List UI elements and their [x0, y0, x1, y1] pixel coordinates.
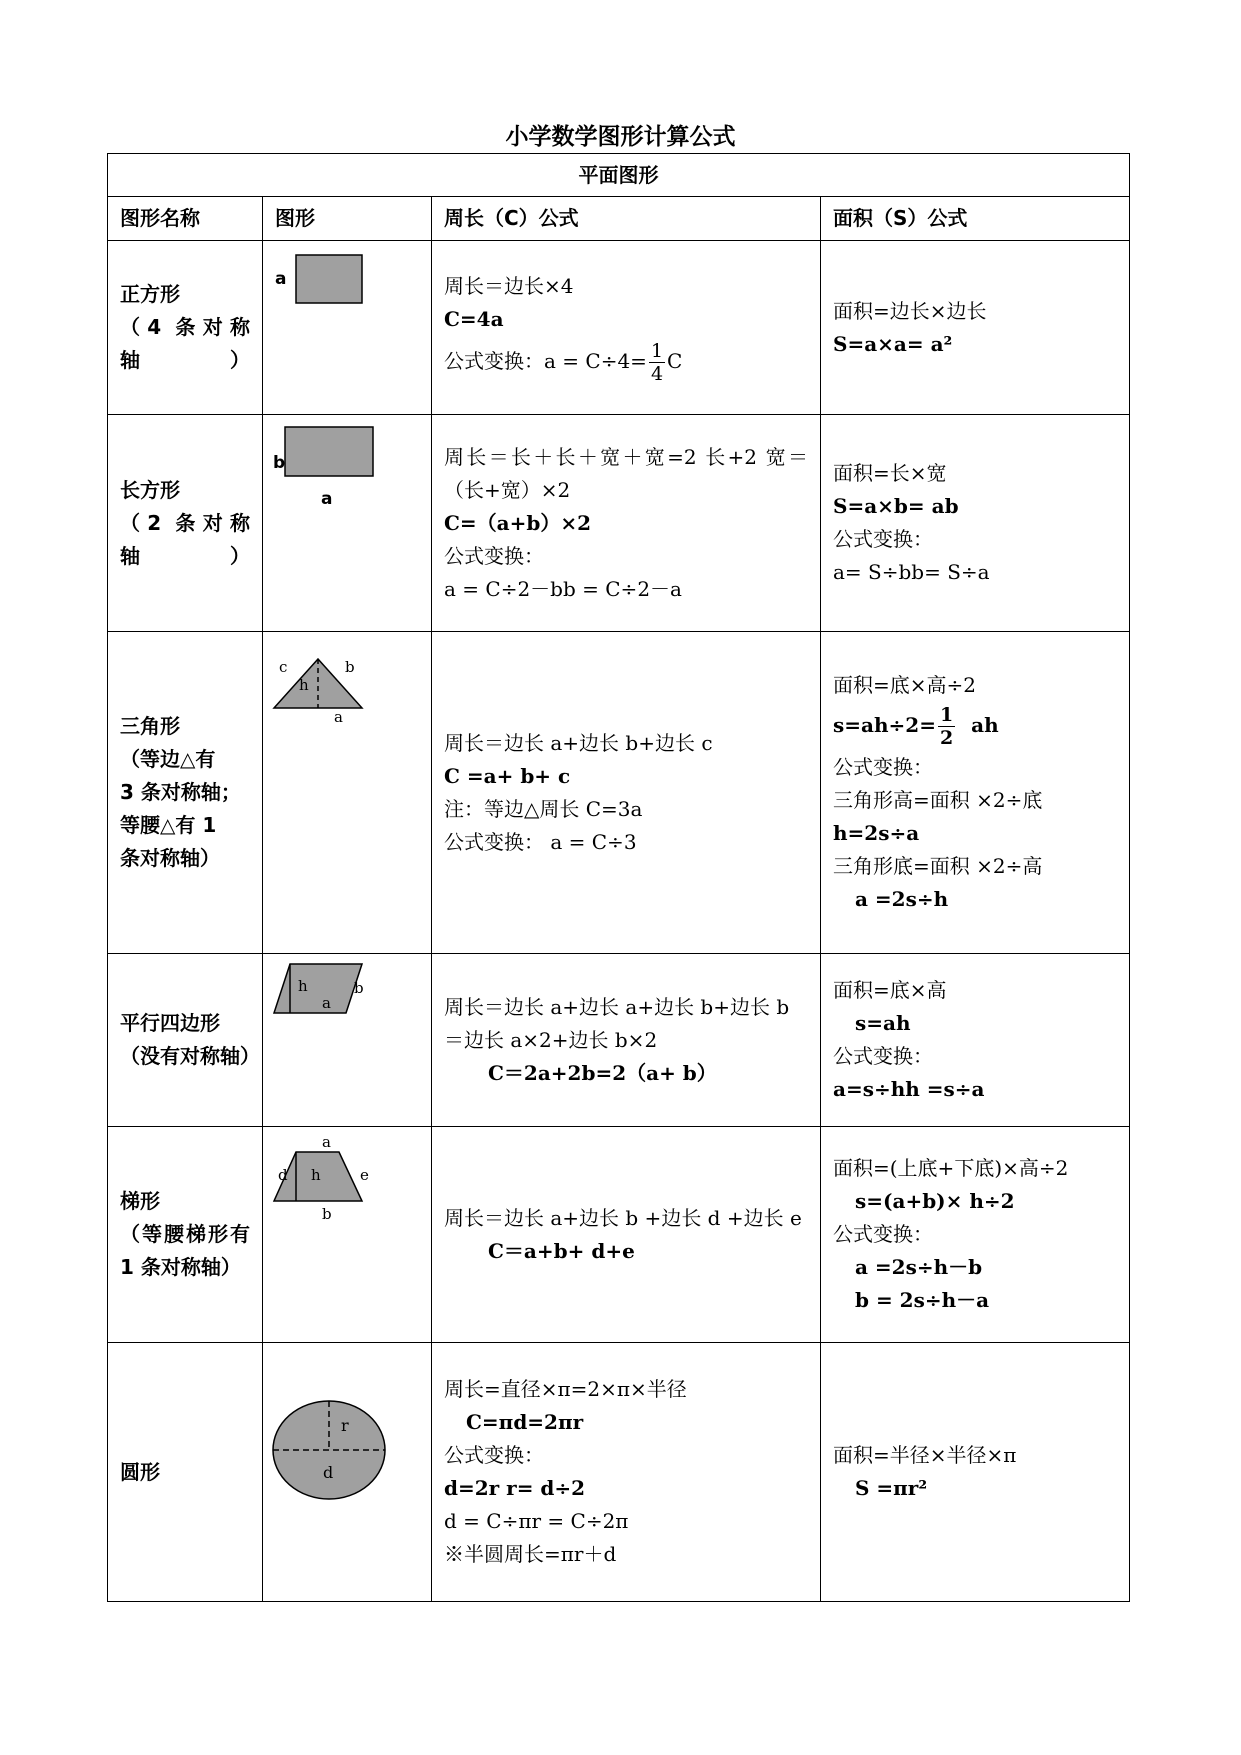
- table-row-parallelogram: [108, 954, 1130, 1127]
- area-square: [821, 241, 1130, 415]
- perimeter-square: [432, 241, 821, 415]
- formula-line: d = C÷πr = C÷2π: [444, 1509, 629, 1533]
- formula-line: a = C÷2－bb = C÷2－a: [444, 576, 682, 601]
- perimeter-trapezoid: [432, 1127, 821, 1343]
- formula-line: 周长＝长＋长＋宽＋宽=2 长+2 宽＝（长+宽）×2: [444, 444, 808, 502]
- triangle-figure: [263, 632, 432, 954]
- formula-line: s=ah: [855, 1011, 911, 1035]
- shape-name: 正方形: [120, 282, 180, 306]
- figure-square: [263, 241, 432, 415]
- formula-line: 公式变换：: [833, 1222, 933, 1246]
- fig-label-a: a: [334, 708, 343, 726]
- parallelogram-figure: [263, 954, 432, 1127]
- shape-symmetry-note: （4 条对称轴）: [120, 315, 250, 372]
- table-row-triangle: [108, 632, 1130, 954]
- fig-label-r: r: [341, 1416, 349, 1435]
- shape-name: 三角形: [120, 714, 180, 738]
- formula-line: [833, 704, 1117, 749]
- formula-line: C＝2a+2b=2（a+ b）: [488, 1060, 717, 1085]
- formula-line: C =a+ b+ c: [444, 763, 571, 788]
- figure-circle: [263, 1343, 432, 1602]
- shape-name: 梯形: [120, 1189, 160, 1213]
- fraction-denominator: 4: [650, 363, 664, 385]
- perimeter-parallelogram: [432, 954, 821, 1127]
- shape-name: 长方形: [120, 477, 180, 502]
- formula-line: a =2s÷h: [855, 887, 949, 911]
- area-parallelogram: [821, 954, 1130, 1127]
- shape-symmetry-note: （等边△有: [120, 747, 216, 771]
- fraction-numerator: 1: [650, 340, 664, 362]
- formula-line: C＝a+b+ d+e: [488, 1238, 635, 1263]
- fraction: [938, 704, 955, 749]
- section-title: 平面图形: [108, 154, 1130, 197]
- formula-suffix: C: [667, 349, 683, 373]
- formula-line: C=πd=2πr: [466, 1410, 584, 1434]
- fig-label-d: d: [323, 1463, 334, 1482]
- header-name: 图形名称: [108, 197, 263, 241]
- fig-label-a: a: [322, 994, 331, 1012]
- fig-label-b: b: [345, 658, 355, 676]
- formula-table: [107, 153, 1130, 1602]
- shape-name: 平行四边形: [120, 1011, 220, 1035]
- formula-line: C=4a: [444, 307, 504, 331]
- trapezoid-figure: [263, 1127, 432, 1343]
- rectangle-figure: [263, 415, 432, 632]
- circle-figure: [263, 1343, 432, 1602]
- fig-label-c: c: [279, 658, 288, 676]
- formula-suffix: ah: [971, 713, 999, 737]
- formula-prefix: s=ah÷2=: [833, 713, 936, 737]
- formula-line: C=（a+b）×2: [444, 510, 592, 535]
- header-figure: 图形: [263, 197, 432, 241]
- fig-label-e: e: [360, 1166, 369, 1184]
- formula-line: S=a×b= ab: [833, 494, 959, 518]
- shape-symmetry-note: （没有对称轴）: [120, 1044, 260, 1068]
- formula-line: s=(a+b)× h÷2: [855, 1189, 1015, 1213]
- shape-name-rectangle: [108, 415, 263, 632]
- square-figure: [263, 241, 432, 415]
- formula-line: 周长＝边长 a+边长 b +边长 d +边长 e: [444, 1205, 802, 1230]
- formula-line: 三角形高=面积 ×2÷底: [833, 788, 1043, 812]
- header-row: [108, 197, 1130, 241]
- formula-line: 周长＝边长 a+边长 b+边长 c: [444, 730, 713, 755]
- formula-line: S=a×a= a²: [833, 331, 953, 356]
- formula-line: 三角形底=面积 ×2÷高: [833, 854, 1043, 878]
- formula-line: h=2s÷a: [833, 821, 920, 845]
- fig-label-h: h: [299, 676, 309, 694]
- formula-line: a=s÷hh =s÷a: [833, 1077, 985, 1101]
- page-title: 小学数学图形计算公式: [505, 124, 736, 150]
- fig-label-h: h: [298, 977, 308, 995]
- formula-line: 面积=边长×边长: [833, 298, 987, 323]
- fig-label-a: a: [275, 269, 287, 289]
- table-row-square: [108, 241, 1130, 415]
- area-trapezoid: [821, 1127, 1130, 1343]
- shape-name-circle: [108, 1343, 263, 1602]
- figure-parallelogram: [263, 954, 432, 1127]
- formula-line: [444, 340, 808, 385]
- area-rectangle: [821, 415, 1130, 632]
- formula-line: a= S÷bb= S÷a: [833, 560, 990, 584]
- fraction-numerator: 1: [939, 704, 954, 726]
- formula-line: S =πr²: [855, 1476, 928, 1500]
- shape-symmetry-note: （等腰梯形有 1 条对称轴）: [120, 1222, 250, 1279]
- shape-symmetry-note: 等腰△有 1: [120, 813, 217, 837]
- shape-name-parallelogram: [108, 954, 263, 1127]
- formula-line: b = 2s÷h－a: [855, 1288, 990, 1312]
- formula-line: 面积=底×高÷2: [833, 673, 976, 697]
- formula-line: ※半圆周长=πr＋d: [444, 1542, 617, 1566]
- fraction: [649, 340, 665, 385]
- formula-line: 注：等边△周长 C=3a: [444, 796, 643, 821]
- area-triangle: [821, 632, 1130, 954]
- fig-label-h: h: [311, 1166, 321, 1184]
- shape-name-square: [108, 241, 263, 415]
- section-row: [108, 154, 1130, 197]
- formula-line: 周长＝边长 a+边长 a+边长 b+边长 b＝边长 a×2+边长 b×2: [444, 994, 790, 1052]
- fig-label-a: a: [322, 1133, 331, 1151]
- formula-line: 公式变换：: [444, 543, 544, 568]
- fig-label-a: a: [321, 489, 333, 509]
- fig-label-d: d: [278, 1166, 288, 1184]
- table-row-circle: [108, 1343, 1130, 1602]
- figure-triangle: [263, 632, 432, 954]
- header-perimeter: 周长（C）公式: [432, 197, 821, 241]
- shape-name-triangle: [108, 632, 263, 954]
- perimeter-circle: [432, 1343, 821, 1602]
- figure-trapezoid: [263, 1127, 432, 1343]
- perimeter-rectangle: [432, 415, 821, 632]
- formula-line: 公式变换：: [444, 1443, 544, 1467]
- shape-name: 圆形: [120, 1459, 160, 1484]
- formula-line: 公式变换： a = C÷3: [444, 829, 637, 854]
- formula-line: 周长＝边长×4: [444, 274, 574, 298]
- fig-label-b: b: [322, 1205, 332, 1223]
- formula-prefix: 公式变换：a = C÷4=: [444, 349, 647, 373]
- shape-symmetry-note: （2 条对称轴）: [120, 510, 250, 568]
- formula-line: 面积=半径×半径×π: [833, 1443, 1017, 1467]
- area-circle: [821, 1343, 1130, 1602]
- formula-line: 公式变换：: [833, 527, 933, 551]
- formula-line: 公式变换：: [833, 1044, 933, 1068]
- table-row-rectangle: [108, 415, 1130, 632]
- perimeter-triangle: [432, 632, 821, 954]
- shape-symmetry-note: 3 条对称轴；: [120, 780, 241, 804]
- figure-rectangle: [263, 415, 432, 632]
- table-row-trapezoid: [108, 1127, 1130, 1343]
- formula-line: 面积=长×宽: [833, 461, 947, 485]
- shape-name-trapezoid: [108, 1127, 263, 1343]
- formula-line: a =2s÷h－b: [855, 1255, 983, 1279]
- formula-line: 面积=(上底+下底)×高÷2: [833, 1156, 1069, 1180]
- fig-label-b: b: [273, 453, 286, 473]
- header-area: 面积（S）公式: [821, 197, 1130, 241]
- fig-label-b: b: [354, 979, 364, 997]
- formula-line: 周长=直径×π=2×π×半径: [444, 1377, 687, 1401]
- formula-line: 公式变换：: [833, 755, 933, 779]
- formula-line: d=2r r= d÷2: [444, 1476, 586, 1500]
- formula-line: 面积=底×高: [833, 978, 947, 1002]
- fraction-denominator: 2: [939, 727, 954, 749]
- shape-symmetry-note: 条对称轴）: [120, 846, 220, 870]
